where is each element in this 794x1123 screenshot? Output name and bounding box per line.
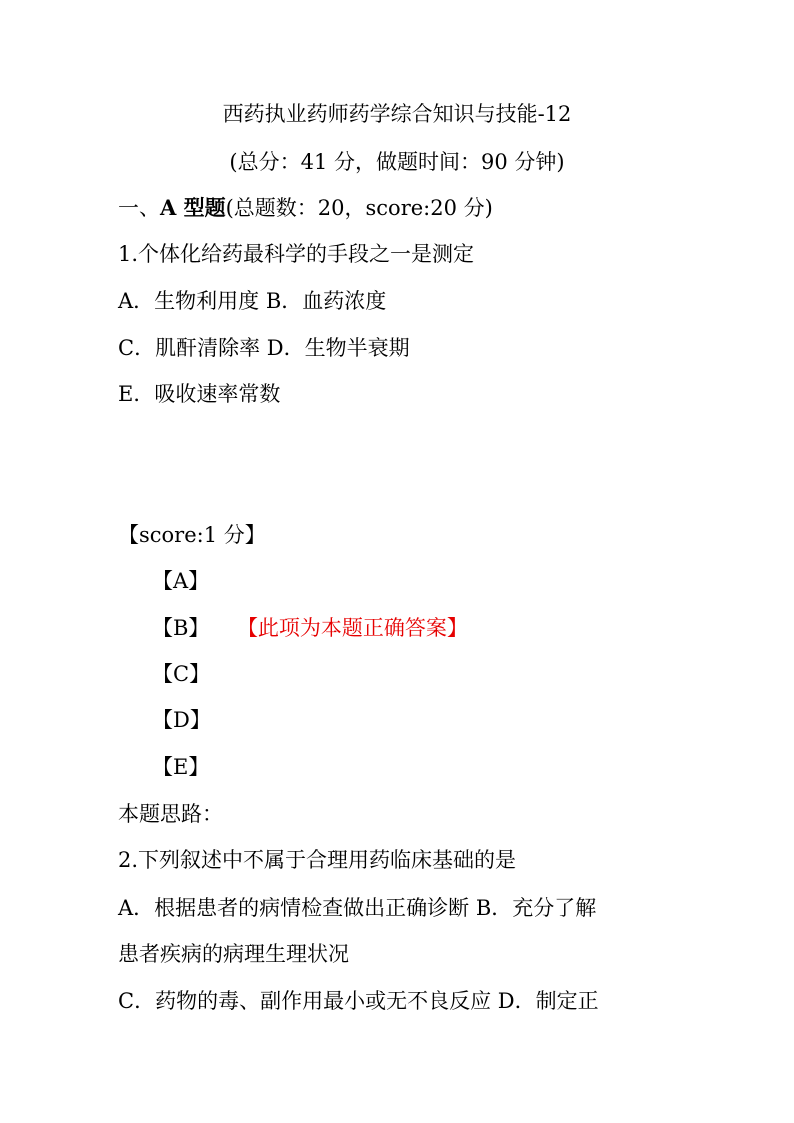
answer-e: 【E】: [152, 755, 210, 779]
section-prefix: 一、: [118, 196, 160, 220]
answer-d: 【D】: [152, 708, 211, 732]
question-1-options-ab: A．生物利用度 B．血药浓度: [118, 289, 387, 313]
question-1-score: 【score:1 分】: [118, 523, 266, 547]
question-2-line-3: C．药物的毒、副作用最小或无不良反应 D．制定正: [118, 989, 599, 1013]
section-info: (总题数：20，score:20 分): [225, 196, 493, 220]
question-1-reasoning: 本题思路：: [118, 802, 223, 826]
answer-a: 【A】: [152, 569, 210, 593]
question-2-stem: 2.下列叙述中不属于合理用药临床基础的是: [118, 848, 517, 872]
question-1-stem: 1.个体化给药最科学的手段之一是测定: [118, 242, 475, 266]
question-2-line-2: 患者疾病的病理生理状况: [118, 942, 349, 966]
correct-answer-note: 【此项为本题正确答案】: [247, 616, 468, 640]
answer-c: 【C】: [152, 662, 211, 686]
section-name: A 型题: [160, 195, 226, 220]
question-1-options-cd: C．肌酐清除率 D．生物半衰期: [118, 336, 410, 360]
document-title: 西药执业药师药学综合知识与技能-12: [222, 102, 572, 126]
answer-b-row: [152, 614, 468, 642]
question-2-line-1: A．根据患者的病情检查做出正确诊断 B．充分了解: [118, 896, 597, 920]
answer-b: 【B】: [152, 616, 210, 640]
section-heading: [118, 194, 493, 222]
document-subtitle: (总分：41 分，做题时间：90 分钟): [229, 150, 565, 174]
question-1-options-e: E．吸收速率常数: [118, 382, 281, 406]
